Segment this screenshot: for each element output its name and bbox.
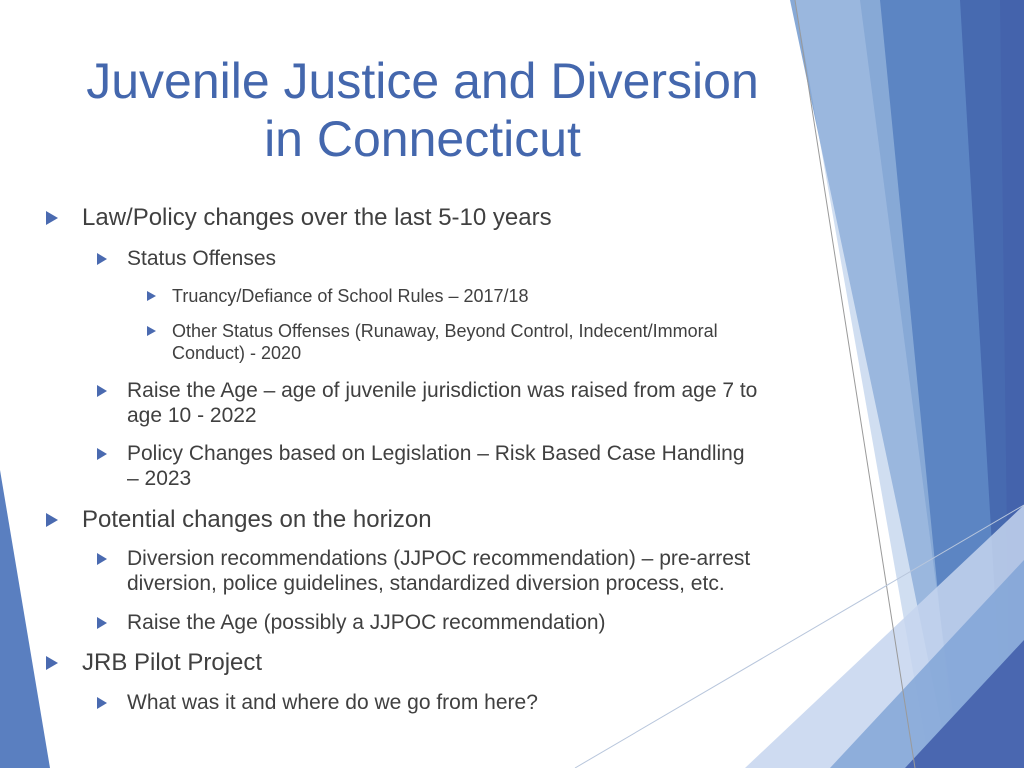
- bullet-arrow-icon: [97, 617, 107, 629]
- bullet-arrow-icon: [46, 513, 58, 527]
- bullet-what-was-it: What was it and where do we go from here?: [127, 691, 538, 714]
- bullet-arrow-icon: [97, 448, 107, 460]
- bullet-potential-changes: Potential changes on the horizon: [82, 506, 432, 533]
- bullet-truancy: Truancy/Defiance of School Rules – 2017/18: [172, 286, 529, 306]
- bullet-arrow-icon: [97, 253, 107, 265]
- bullet-arrow-icon: [46, 211, 58, 225]
- bullet-arrow-icon: [46, 656, 58, 670]
- bullet-diversion-line-1: Diversion recommendations (JJPOC recommendation) – pre-arrest: [127, 547, 751, 570]
- bullet-other-status-line-1: Other Status Offenses (Runaway, Beyond Control, Indecent/Immoral: [172, 321, 718, 341]
- bullet-other-status-line-2: Conduct) - 2020: [172, 343, 302, 363]
- bullet-status-offenses: Status Offenses: [127, 247, 277, 270]
- bullet-arrow-icon: [97, 697, 107, 709]
- bullet-raise-age-line-1: Raise the Age – age of juvenile jurisdiction was raised from age 7 to: [127, 379, 758, 402]
- bullet-raise-age-jjpoc: Raise the Age (possibly a JJPOC recommendation): [127, 611, 606, 634]
- bullet-arrow-icon: [97, 385, 107, 397]
- bullet-diversion-line-2: diversion, police guidelines, standardized diversion process, etc.: [127, 572, 725, 595]
- bullet-raise-age-line-2: age 10 - 2022: [127, 404, 257, 427]
- bullet-policy-changes-line-1: Policy Changes based on Legislation – Risk Based Case Handling: [127, 442, 745, 465]
- bullet-jrb-pilot: JRB Pilot Project: [82, 649, 263, 676]
- bullet-policy-changes-line-2: – 2023: [127, 467, 192, 490]
- bullet-arrow-icon: [147, 326, 156, 336]
- bullet-arrow-icon: [97, 553, 107, 565]
- bullet-law-policy: Law/Policy changes over the last 5-10 years: [82, 204, 552, 231]
- title-line-1: Juvenile Justice and Diversion: [86, 53, 759, 109]
- title-line-2: in Connecticut: [264, 111, 581, 167]
- bullet-arrow-icon: [147, 291, 156, 301]
